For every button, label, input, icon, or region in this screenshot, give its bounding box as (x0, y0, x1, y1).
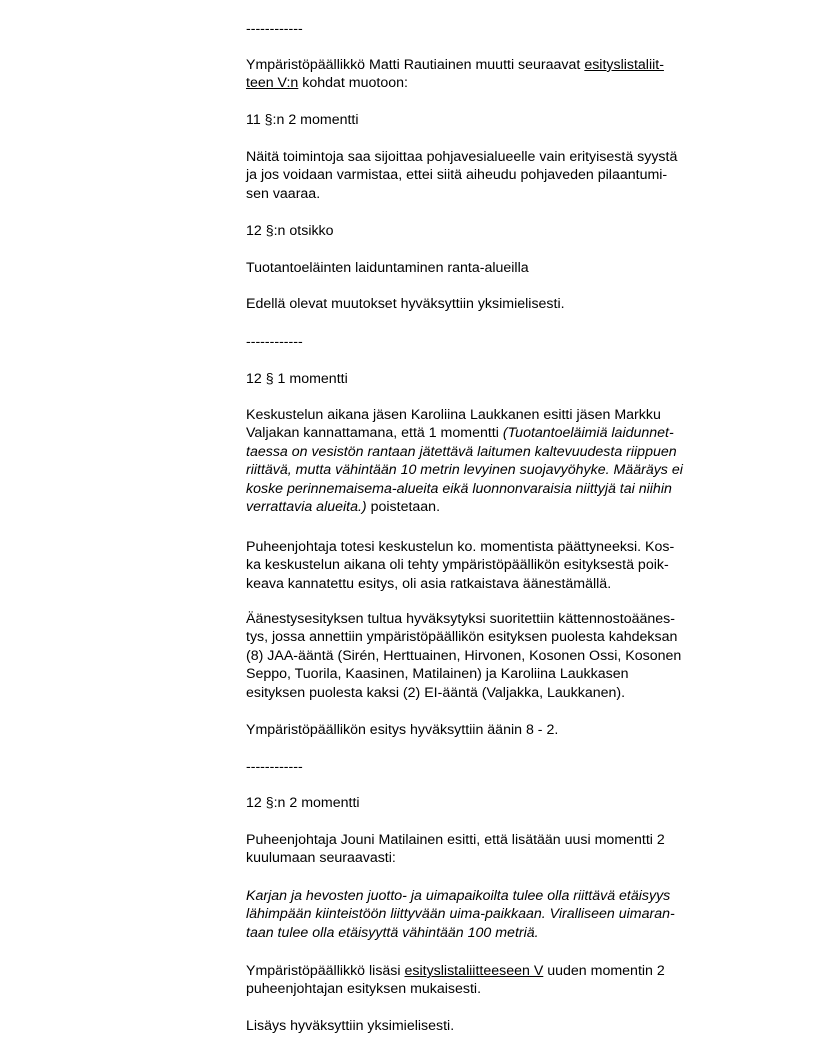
separator (246, 20, 741, 38)
italic-quote: taan tulee olla etäisyyttä vähintään 100 metriä. (246, 924, 539, 941)
paragraph-chair-proposal (246, 831, 741, 868)
text-line: ja jos voidaan varmistaa, ettei siitä aiheudu pohjaveden pilaantumi- (246, 167, 668, 184)
text-span: Ympäristöpäällikkö lisäsi (246, 963, 405, 979)
section-heading (246, 111, 741, 129)
separator-text: ------------ (246, 21, 303, 37)
text-line: Ympäristöpäällikön esitys hyväksyttiin äänin 8 - 2. (246, 722, 559, 738)
text-line: Äänestysesityksen tultua hyväksytyksi suoritettiin kättennostoäänes- (246, 611, 675, 627)
text-span: uuden momentin 2 (543, 963, 665, 979)
paragraph-new-moment-quote (246, 887, 741, 942)
text-line: tys, jossa annettiin ympäristöpäällikön esityksen puolesta kahdeksan (246, 629, 678, 646)
italic-quote: (Tuotantoeläimiä laidunnet- (502, 425, 674, 442)
text-line: ka keskustelun aikana oli tehty ympäristöpäällikön esityksestä poik- (246, 557, 669, 574)
text-line (246, 74, 741, 92)
italic-quote: koske perinnemaisema-alueita eikä luonnonvaraisia niittyjä tai niihin (246, 480, 672, 497)
text-line: Edellä olevat muutokset hyväksyttiin yksimielisesti. (246, 296, 565, 312)
underlined-reference: teen V:n (246, 75, 299, 92)
paragraph-attachment-addition (246, 962, 741, 999)
text-span: Ympäristöpäällikkö Matti Rautiainen muutti seuraavat (246, 57, 585, 73)
text-line: keava kannatettu esitys, oli asia ratkaistava äänestämällä. (246, 575, 612, 592)
text-line: Näitä toimintoja saa sijoittaa pohjavesialueelle vain erityisestä syystä (246, 149, 678, 165)
text-line: Keskustelun aikana jäsen Karoliina Laukkanen esitti jäsen Markku (246, 407, 661, 423)
text-line (246, 424, 741, 442)
italic-quote: verrattavia alueita.) (246, 499, 367, 516)
text-span: poistetaan. (366, 499, 441, 516)
text-line: kuulumaan seuraavasti: (246, 850, 396, 867)
text-line: sen vaaraa. (246, 185, 321, 202)
paragraph-final-approval (246, 1017, 741, 1035)
text-span: kohdat muotoon: (298, 75, 408, 92)
separator-text: ------------ (246, 759, 303, 775)
italic-quote: Karjan ja hevosten juotto- ja uimapaikoilta tulee olla riittävä etäisyys (246, 888, 671, 904)
heading-text: 12 §:n otsikko (246, 223, 334, 239)
text-line: Lisäys hyväksyttiin yksimielisesti. (246, 1018, 455, 1034)
heading-text: 12 § 1 momentti (246, 371, 348, 387)
text-line: Seppo, Tuorila, Kaasinen, Matilainen) ja Karoliina Laukkasen (246, 666, 629, 683)
paragraph-amendment-intro (246, 56, 741, 93)
italic-quote: taessa on vesistön rantaan jätettävä laitumen kaltevuudesta riippuen (246, 443, 677, 460)
text-line (246, 498, 741, 516)
heading-text: 12 §:n 2 momentti (246, 795, 360, 811)
italic-quote: lähimpään kiinteistöön liittyvään uima-paikkaan. Viralliseen uimaran- (246, 906, 675, 923)
section-heading (246, 222, 741, 240)
paragraph-approval (246, 295, 741, 313)
text-line: (8) JAA-ääntä (Sirén, Herttuainen, Hirvonen, Kosonen Ossi, Kosonen (246, 647, 682, 664)
text-line: Puheenjohtaja totesi keskustelun ko. momentista päättyneeksi. Kos- (246, 539, 675, 555)
paragraph-proposal (246, 406, 741, 516)
paragraph-vote (246, 610, 741, 702)
text-span: Valjakan kannattamana, että 1 momentti (246, 425, 503, 442)
text-line: esityksen puolesta kaksi (2) EI-ääntä (Valjakka, Laukkanen). (246, 684, 626, 701)
section-heading (246, 794, 741, 812)
text-line: Puheenjohtaja Jouni Matilainen esitti, että lisätään uusi momentti 2 (246, 832, 665, 848)
text-line (246, 56, 741, 74)
underlined-reference: esityslistaliitteeseen V (404, 963, 544, 979)
heading-text: 11 §:n 2 momentti (246, 112, 359, 128)
separator (246, 758, 741, 776)
separator (246, 333, 741, 351)
underlined-reference: esityslistaliit- (584, 57, 664, 73)
text-line (246, 962, 741, 980)
italic-quote: riittävä, mutta vähintään 10 metrin levyinen suojavyöhyke. Määräys ei (246, 462, 683, 479)
separator-text: ------------ (246, 334, 303, 350)
paragraph-groundwater (246, 148, 741, 203)
text-line: Tuotantoeläinten laiduntaminen ranta-alueilla (246, 260, 529, 276)
section-heading (246, 370, 741, 388)
paragraph-vote-result (246, 721, 741, 739)
text-line: puheenjohtajan esityksen mukaisesti. (246, 981, 482, 998)
paragraph-title-text (246, 259, 741, 277)
paragraph-discussion-closed (246, 538, 741, 593)
